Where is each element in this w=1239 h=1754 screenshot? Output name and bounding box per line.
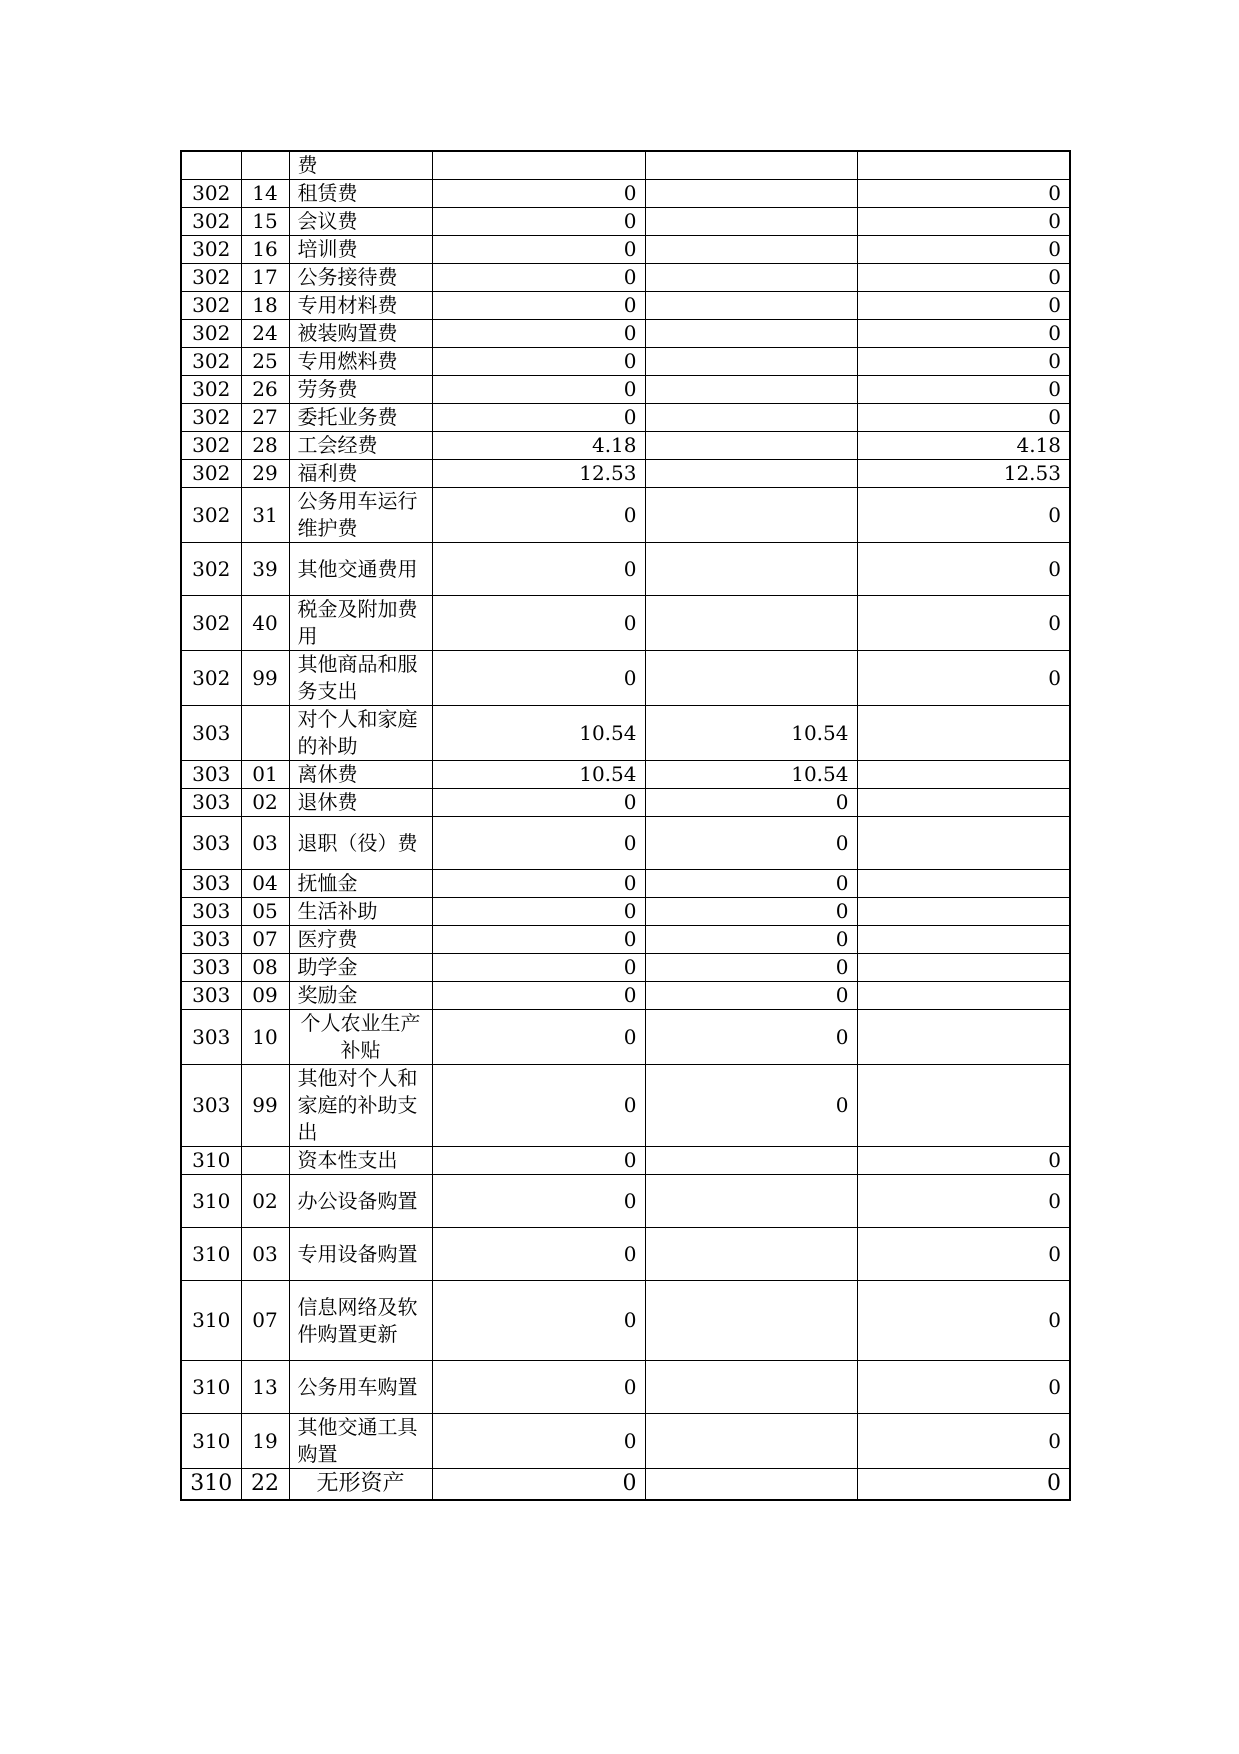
table-row xyxy=(181,789,1070,817)
basic-expenditure-cell xyxy=(645,1414,857,1469)
table-row xyxy=(181,706,1070,761)
project-expenditure-cell: 0 xyxy=(857,1414,1070,1469)
table-row xyxy=(181,404,1070,432)
total-amount-cell: 0 xyxy=(432,376,645,404)
table-row xyxy=(181,596,1070,651)
item-code-cell: 27 xyxy=(241,404,289,432)
item-name-cell: 资本性支出 xyxy=(289,1147,432,1175)
project-expenditure-cell: 0 xyxy=(857,1228,1070,1281)
item-code-cell: 05 xyxy=(241,898,289,926)
project-expenditure-cell: 0 xyxy=(857,1281,1070,1361)
class-code-cell: 303 xyxy=(181,870,241,898)
table-row xyxy=(181,208,1070,236)
class-code-cell: 303 xyxy=(181,706,241,761)
project-expenditure-cell: 4.18 xyxy=(857,432,1070,460)
total-amount-cell: 10.54 xyxy=(432,761,645,789)
table-body xyxy=(181,151,1070,1500)
table-row xyxy=(181,1175,1070,1228)
class-code-cell: 303 xyxy=(181,982,241,1010)
item-code-cell: 28 xyxy=(241,432,289,460)
item-code-cell: 03 xyxy=(241,817,289,870)
project-expenditure-cell: 0 xyxy=(857,404,1070,432)
total-amount-cell: 0 xyxy=(432,1469,645,1500)
table-row xyxy=(181,320,1070,348)
project-expenditure-cell xyxy=(857,789,1070,817)
table-row xyxy=(181,1361,1070,1414)
total-amount-cell: 0 xyxy=(432,1281,645,1361)
basic-expenditure-cell: 0 xyxy=(645,870,857,898)
table-row xyxy=(181,348,1070,376)
item-name-cell: 专用材料费 xyxy=(289,292,432,320)
class-code-cell: 310 xyxy=(181,1228,241,1281)
class-code-cell: 310 xyxy=(181,1147,241,1175)
table-row xyxy=(181,898,1070,926)
item-code-cell: 01 xyxy=(241,761,289,789)
basic-expenditure-cell xyxy=(645,1281,857,1361)
class-code-cell: 302 xyxy=(181,432,241,460)
table-row xyxy=(181,1065,1070,1147)
project-expenditure-cell: 0 xyxy=(857,1175,1070,1228)
basic-expenditure-cell xyxy=(645,1175,857,1228)
item-code-cell: 40 xyxy=(241,596,289,651)
project-expenditure-cell: 0 xyxy=(857,292,1070,320)
total-amount-cell: 0 xyxy=(432,870,645,898)
table-row xyxy=(181,264,1070,292)
item-code-cell: 99 xyxy=(241,651,289,706)
project-expenditure-cell: 0 xyxy=(857,264,1070,292)
class-code-cell: 303 xyxy=(181,789,241,817)
item-name-cell: 无形资产 xyxy=(289,1469,432,1500)
project-expenditure-cell: 0 xyxy=(857,236,1070,264)
item-name-cell: 医疗费 xyxy=(289,926,432,954)
class-code-cell: 303 xyxy=(181,817,241,870)
class-code-cell: 303 xyxy=(181,898,241,926)
project-expenditure-cell: 0 xyxy=(857,651,1070,706)
table-row xyxy=(181,292,1070,320)
class-code-cell: 310 xyxy=(181,1175,241,1228)
item-name-cell: 奖励金 xyxy=(289,982,432,1010)
table-row xyxy=(181,1228,1070,1281)
item-name-cell: 其他商品和服务支出 xyxy=(289,651,432,706)
basic-expenditure-cell: 0 xyxy=(645,1010,857,1065)
class-code-cell: 302 xyxy=(181,180,241,208)
project-expenditure-cell: 0 xyxy=(857,596,1070,651)
class-code-cell: 303 xyxy=(181,926,241,954)
basic-expenditure-cell xyxy=(645,208,857,236)
basic-expenditure-cell xyxy=(645,1228,857,1281)
class-code-cell: 310 xyxy=(181,1361,241,1414)
class-code-cell: 302 xyxy=(181,404,241,432)
item-code-cell: 07 xyxy=(241,926,289,954)
item-name-cell: 被装购置费 xyxy=(289,320,432,348)
basic-expenditure-cell: 10.54 xyxy=(645,761,857,789)
project-expenditure-cell: 0 xyxy=(857,348,1070,376)
item-code-cell: 39 xyxy=(241,543,289,596)
project-expenditure-cell xyxy=(857,1010,1070,1065)
basic-expenditure-cell xyxy=(645,376,857,404)
item-name-cell: 劳务费 xyxy=(289,376,432,404)
class-code-cell: 302 xyxy=(181,320,241,348)
item-name-cell: 租赁费 xyxy=(289,180,432,208)
total-amount-cell: 0 xyxy=(432,488,645,543)
item-name-cell: 其他交通工具购置 xyxy=(289,1414,432,1469)
total-amount-cell: 0 xyxy=(432,651,645,706)
project-expenditure-cell: 0 xyxy=(857,376,1070,404)
item-code-cell: 10 xyxy=(241,1010,289,1065)
basic-expenditure-cell xyxy=(645,320,857,348)
basic-expenditure-cell: 0 xyxy=(645,954,857,982)
item-name-cell: 退职（役）费 xyxy=(289,817,432,870)
basic-expenditure-cell xyxy=(645,1361,857,1414)
item-code-cell: 04 xyxy=(241,870,289,898)
table-row xyxy=(181,651,1070,706)
basic-expenditure-cell xyxy=(645,488,857,543)
basic-expenditure-cell xyxy=(645,180,857,208)
basic-expenditure-cell xyxy=(645,543,857,596)
project-expenditure-cell: 0 xyxy=(857,1147,1070,1175)
item-name-cell: 公务接待费 xyxy=(289,264,432,292)
item-code-cell xyxy=(241,1147,289,1175)
basic-expenditure-cell xyxy=(645,1147,857,1175)
table-row xyxy=(181,151,1070,180)
project-expenditure-cell xyxy=(857,1065,1070,1147)
table-row xyxy=(181,432,1070,460)
item-name-cell: 退休费 xyxy=(289,789,432,817)
class-code-cell: 310 xyxy=(181,1469,241,1500)
class-code-cell: 302 xyxy=(181,208,241,236)
item-code-cell: 13 xyxy=(241,1361,289,1414)
total-amount-cell xyxy=(432,151,645,180)
basic-expenditure-cell xyxy=(645,460,857,488)
total-amount-cell: 0 xyxy=(432,926,645,954)
class-code-cell: 302 xyxy=(181,348,241,376)
class-code-cell xyxy=(181,151,241,180)
class-code-cell: 310 xyxy=(181,1281,241,1361)
item-name-cell: 费 xyxy=(289,151,432,180)
total-amount-cell: 0 xyxy=(432,348,645,376)
item-code-cell: 16 xyxy=(241,236,289,264)
class-code-cell: 303 xyxy=(181,954,241,982)
basic-expenditure-cell xyxy=(645,348,857,376)
class-code-cell: 302 xyxy=(181,488,241,543)
item-code-cell: 17 xyxy=(241,264,289,292)
item-code-cell: 03 xyxy=(241,1228,289,1281)
basic-expenditure-cell: 10.54 xyxy=(645,706,857,761)
basic-expenditure-cell xyxy=(645,292,857,320)
table-row xyxy=(181,1147,1070,1175)
project-expenditure-cell: 0 xyxy=(857,488,1070,543)
item-code-cell: 07 xyxy=(241,1281,289,1361)
item-code-cell: 99 xyxy=(241,1065,289,1147)
total-amount-cell: 0 xyxy=(432,1175,645,1228)
total-amount-cell: 0 xyxy=(432,543,645,596)
expenditure-table xyxy=(180,150,1071,1501)
project-expenditure-cell xyxy=(857,926,1070,954)
total-amount-cell: 0 xyxy=(432,982,645,1010)
project-expenditure-cell xyxy=(857,954,1070,982)
item-code-cell: 02 xyxy=(241,789,289,817)
project-expenditure-cell: 0 xyxy=(857,320,1070,348)
item-code-cell: 29 xyxy=(241,460,289,488)
item-code-cell: 22 xyxy=(241,1469,289,1500)
project-expenditure-cell xyxy=(857,761,1070,789)
project-expenditure-cell xyxy=(857,898,1070,926)
project-expenditure-cell: 12.53 xyxy=(857,460,1070,488)
table-row xyxy=(181,1414,1070,1469)
item-name-cell: 税金及附加费用 xyxy=(289,596,432,651)
basic-expenditure-cell xyxy=(645,596,857,651)
class-code-cell: 310 xyxy=(181,1414,241,1469)
item-name-cell: 生活补助 xyxy=(289,898,432,926)
table-row xyxy=(181,1281,1070,1361)
class-code-cell: 302 xyxy=(181,543,241,596)
item-name-cell: 培训费 xyxy=(289,236,432,264)
item-code-cell xyxy=(241,151,289,180)
project-expenditure-cell xyxy=(857,817,1070,870)
total-amount-cell: 0 xyxy=(432,954,645,982)
basic-expenditure-cell xyxy=(645,432,857,460)
item-name-cell: 公务用车购置 xyxy=(289,1361,432,1414)
table-row xyxy=(181,926,1070,954)
basic-expenditure-cell xyxy=(645,1469,857,1500)
basic-expenditure-cell: 0 xyxy=(645,1065,857,1147)
table-row xyxy=(181,488,1070,543)
project-expenditure-cell xyxy=(857,870,1070,898)
item-name-cell: 其他对个人和家庭的补助支出 xyxy=(289,1065,432,1147)
basic-expenditure-cell xyxy=(645,404,857,432)
project-expenditure-cell: 0 xyxy=(857,180,1070,208)
total-amount-cell: 0 xyxy=(432,264,645,292)
item-name-cell: 委托业务费 xyxy=(289,404,432,432)
basic-expenditure-cell xyxy=(645,151,857,180)
table-row xyxy=(181,761,1070,789)
item-name-cell: 办公设备购置 xyxy=(289,1175,432,1228)
table-row xyxy=(181,236,1070,264)
total-amount-cell: 0 xyxy=(432,596,645,651)
item-name-cell: 工会经费 xyxy=(289,432,432,460)
item-code-cell xyxy=(241,706,289,761)
table-row xyxy=(181,982,1070,1010)
item-name-cell: 公务用车运行维护费 xyxy=(289,488,432,543)
total-amount-cell: 0 xyxy=(432,320,645,348)
item-code-cell: 19 xyxy=(241,1414,289,1469)
item-code-cell: 15 xyxy=(241,208,289,236)
total-amount-cell: 0 xyxy=(432,404,645,432)
item-name-cell: 会议费 xyxy=(289,208,432,236)
class-code-cell: 302 xyxy=(181,376,241,404)
class-code-cell: 303 xyxy=(181,1010,241,1065)
project-expenditure-cell xyxy=(857,151,1070,180)
total-amount-cell: 0 xyxy=(432,817,645,870)
basic-expenditure-cell xyxy=(645,264,857,292)
table-row xyxy=(181,543,1070,596)
item-name-cell: 助学金 xyxy=(289,954,432,982)
total-amount-cell: 0 xyxy=(432,1361,645,1414)
item-code-cell: 02 xyxy=(241,1175,289,1228)
total-amount-cell: 0 xyxy=(432,1065,645,1147)
item-code-cell: 31 xyxy=(241,488,289,543)
project-expenditure-cell: 0 xyxy=(857,543,1070,596)
total-amount-cell: 4.18 xyxy=(432,432,645,460)
total-amount-cell: 12.53 xyxy=(432,460,645,488)
table-row xyxy=(181,376,1070,404)
basic-expenditure-cell: 0 xyxy=(645,789,857,817)
item-code-cell: 18 xyxy=(241,292,289,320)
item-code-cell: 08 xyxy=(241,954,289,982)
item-name-cell: 专用燃料费 xyxy=(289,348,432,376)
item-name-cell: 对个人和家庭的补助 xyxy=(289,706,432,761)
total-amount-cell: 0 xyxy=(432,1228,645,1281)
basic-expenditure-cell: 0 xyxy=(645,898,857,926)
class-code-cell: 303 xyxy=(181,761,241,789)
basic-expenditure-cell: 0 xyxy=(645,926,857,954)
class-code-cell: 302 xyxy=(181,292,241,320)
table-row xyxy=(181,817,1070,870)
basic-expenditure-cell xyxy=(645,236,857,264)
table-row xyxy=(181,460,1070,488)
total-amount-cell: 0 xyxy=(432,1414,645,1469)
item-name-cell: 其他交通费用 xyxy=(289,543,432,596)
table-row xyxy=(181,954,1070,982)
total-amount-cell: 0 xyxy=(432,1147,645,1175)
item-name-cell: 信息网络及软件购置更新 xyxy=(289,1281,432,1361)
class-code-cell: 302 xyxy=(181,264,241,292)
total-amount-cell: 0 xyxy=(432,208,645,236)
item-code-cell: 24 xyxy=(241,320,289,348)
item-code-cell: 25 xyxy=(241,348,289,376)
basic-expenditure-cell xyxy=(645,651,857,706)
total-amount-cell: 0 xyxy=(432,898,645,926)
table-row xyxy=(181,870,1070,898)
item-name-cell: 个人农业生产补贴 xyxy=(289,1010,432,1065)
item-name-cell: 离休费 xyxy=(289,761,432,789)
class-code-cell: 302 xyxy=(181,596,241,651)
project-expenditure-cell: 0 xyxy=(857,1361,1070,1414)
table-row xyxy=(181,1469,1070,1500)
item-name-cell: 福利费 xyxy=(289,460,432,488)
item-name-cell: 专用设备购置 xyxy=(289,1228,432,1281)
project-expenditure-cell xyxy=(857,706,1070,761)
project-expenditure-cell xyxy=(857,982,1070,1010)
basic-expenditure-cell: 0 xyxy=(645,817,857,870)
item-code-cell: 09 xyxy=(241,982,289,1010)
class-code-cell: 303 xyxy=(181,1065,241,1147)
item-code-cell: 14 xyxy=(241,180,289,208)
class-code-cell: 302 xyxy=(181,460,241,488)
class-code-cell: 302 xyxy=(181,651,241,706)
item-name-cell: 抚恤金 xyxy=(289,870,432,898)
basic-expenditure-cell: 0 xyxy=(645,982,857,1010)
table-row xyxy=(181,1010,1070,1065)
total-amount-cell: 0 xyxy=(432,180,645,208)
item-code-cell: 26 xyxy=(241,376,289,404)
total-amount-cell: 0 xyxy=(432,1010,645,1065)
total-amount-cell: 0 xyxy=(432,789,645,817)
project-expenditure-cell: 0 xyxy=(857,208,1070,236)
class-code-cell: 302 xyxy=(181,236,241,264)
total-amount-cell: 0 xyxy=(432,236,645,264)
project-expenditure-cell: 0 xyxy=(857,1469,1070,1500)
total-amount-cell: 0 xyxy=(432,292,645,320)
total-amount-cell: 10.54 xyxy=(432,706,645,761)
table-row xyxy=(181,180,1070,208)
